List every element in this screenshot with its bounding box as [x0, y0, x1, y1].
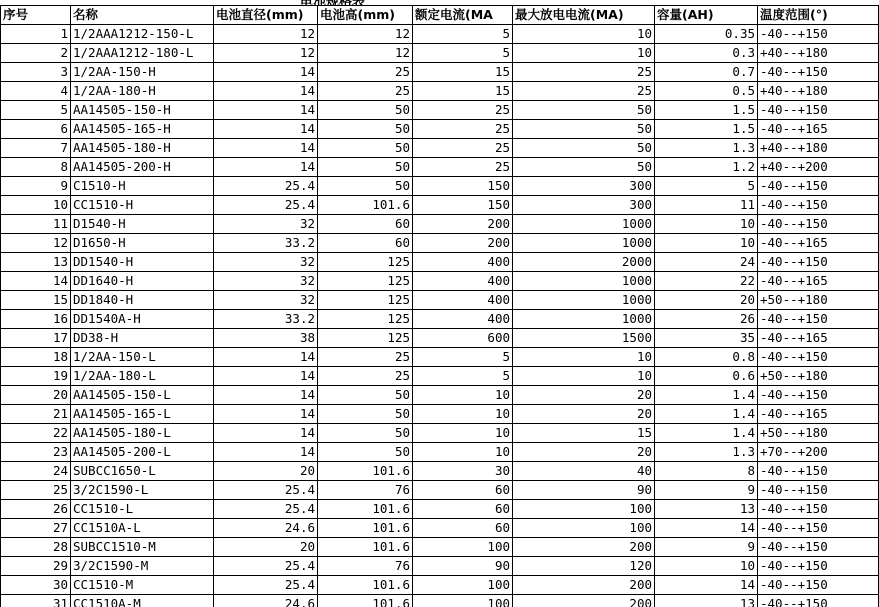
cell-capacity[interactable]: 1.4: [655, 405, 758, 424]
table-row: [1, 120, 879, 139]
cell-capacity[interactable]: 9: [655, 538, 758, 557]
cell-capacity[interactable]: 0.35: [655, 25, 758, 44]
table-row: [1, 44, 879, 63]
cell-name[interactable]: CC1510-L: [71, 500, 214, 519]
cell-name[interactable]: C1510-H: [71, 177, 214, 196]
cell-capacity[interactable]: 0.5: [655, 82, 758, 101]
cell-max-discharge[interactable]: 1000: [513, 310, 655, 329]
cell-height[interactable]: 101.6: [318, 500, 413, 519]
header-index[interactable]: 序号: [1, 6, 71, 25]
cell-name[interactable]: AA14505-150-L: [71, 386, 214, 405]
cell-capacity[interactable]: 0.6: [655, 367, 758, 386]
cell-rated-current[interactable]: 30: [413, 462, 513, 481]
cell-index[interactable]: 15: [1, 291, 71, 310]
cell-temperature[interactable]: -40--+150: [758, 462, 879, 481]
cell-max-discharge[interactable]: 10: [513, 44, 655, 63]
cell-rated-current[interactable]: 60: [413, 500, 513, 519]
cell-index[interactable]: 22: [1, 424, 71, 443]
cell-temperature[interactable]: -40--+150: [758, 310, 879, 329]
cell-index[interactable]: 4: [1, 82, 71, 101]
cell-name[interactable]: 1/2AA-150-L: [71, 348, 214, 367]
cell-temperature[interactable]: -40--+150: [758, 576, 879, 595]
cell-diameter[interactable]: 25.4: [214, 576, 318, 595]
cell-diameter[interactable]: 14: [214, 348, 318, 367]
cell-rated-current[interactable]: 90: [413, 557, 513, 576]
cell-rated-current[interactable]: 25: [413, 101, 513, 120]
cell-diameter[interactable]: 14: [214, 82, 318, 101]
cell-height[interactable]: 125: [318, 253, 413, 272]
cell-index[interactable]: 19: [1, 367, 71, 386]
table-row: [1, 386, 879, 405]
cell-height[interactable]: 50: [318, 386, 413, 405]
table-row: [1, 272, 879, 291]
cell-rated-current[interactable]: 600: [413, 329, 513, 348]
cell-rated-current[interactable]: 100: [413, 595, 513, 607]
cell-capacity[interactable]: 13: [655, 595, 758, 607]
cell-rated-current[interactable]: 150: [413, 196, 513, 215]
cell-index[interactable]: 29: [1, 557, 71, 576]
cell-capacity[interactable]: 10: [655, 234, 758, 253]
cell-index[interactable]: 7: [1, 139, 71, 158]
table-row: [1, 405, 879, 424]
cell-temperature[interactable]: -40--+150: [758, 177, 879, 196]
cell-rated-current[interactable]: 100: [413, 576, 513, 595]
cell-height[interactable]: 25: [318, 63, 413, 82]
cell-index[interactable]: 17: [1, 329, 71, 348]
header-max-discharge[interactable]: 最大放电电流(MA): [513, 6, 655, 25]
table-row: [1, 158, 879, 177]
cell-name[interactable]: AA14505-165-H: [71, 120, 214, 139]
cell-max-discharge[interactable]: 10: [513, 367, 655, 386]
cell-diameter[interactable]: 12: [214, 44, 318, 63]
cell-diameter[interactable]: 14: [214, 139, 318, 158]
cell-name[interactable]: DD1840-H: [71, 291, 214, 310]
cell-rated-current[interactable]: 5: [413, 367, 513, 386]
cell-diameter[interactable]: 24.6: [214, 519, 318, 538]
cell-temperature[interactable]: +50--+180: [758, 367, 879, 386]
cell-diameter[interactable]: 32: [214, 291, 318, 310]
cell-max-discharge[interactable]: 25: [513, 82, 655, 101]
cell-height[interactable]: 50: [318, 120, 413, 139]
cell-rated-current[interactable]: 200: [413, 215, 513, 234]
table-row: [1, 215, 879, 234]
cell-max-discharge[interactable]: 50: [513, 158, 655, 177]
cell-temperature[interactable]: -40--+150: [758, 481, 879, 500]
cell-name[interactable]: 3/2C1590-M: [71, 557, 214, 576]
cell-index[interactable]: 8: [1, 158, 71, 177]
cell-diameter[interactable]: 14: [214, 158, 318, 177]
cell-height[interactable]: 101.6: [318, 519, 413, 538]
cell-index[interactable]: 3: [1, 63, 71, 82]
cell-max-discharge[interactable]: 20: [513, 443, 655, 462]
cell-max-discharge[interactable]: 50: [513, 101, 655, 120]
table-row: [1, 139, 879, 158]
header-temperature[interactable]: 温度范围(°): [758, 6, 879, 25]
cell-max-discharge[interactable]: 1000: [513, 234, 655, 253]
cell-height[interactable]: 25: [318, 348, 413, 367]
cell-index[interactable]: 20: [1, 386, 71, 405]
cell-capacity[interactable]: 1.3: [655, 139, 758, 158]
cell-rated-current[interactable]: 5: [413, 25, 513, 44]
cell-capacity[interactable]: 5: [655, 177, 758, 196]
cell-index[interactable]: 27: [1, 519, 71, 538]
cell-diameter[interactable]: 14: [214, 63, 318, 82]
cell-height[interactable]: 12: [318, 25, 413, 44]
cell-temperature[interactable]: -40--+150: [758, 348, 879, 367]
cell-capacity[interactable]: 22: [655, 272, 758, 291]
cell-index[interactable]: 21: [1, 405, 71, 424]
cell-max-discharge[interactable]: 50: [513, 139, 655, 158]
cell-temperature[interactable]: +50--+180: [758, 424, 879, 443]
cell-capacity[interactable]: 8: [655, 462, 758, 481]
cell-max-discharge[interactable]: 100: [513, 519, 655, 538]
cell-height[interactable]: 101.6: [318, 576, 413, 595]
cell-name[interactable]: 1/2AA-180-H: [71, 82, 214, 101]
cell-height[interactable]: 50: [318, 405, 413, 424]
table-row: [1, 367, 879, 386]
cell-diameter[interactable]: 33.2: [214, 234, 318, 253]
cell-name[interactable]: 1/2AA-150-H: [71, 63, 214, 82]
header-diameter[interactable]: 电池直径(mm): [214, 6, 318, 25]
cell-diameter[interactable]: 14: [214, 120, 318, 139]
cell-diameter[interactable]: 14: [214, 386, 318, 405]
cell-temperature[interactable]: -40--+165: [758, 272, 879, 291]
table-row: [1, 310, 879, 329]
cell-name[interactable]: CC1510A-M: [71, 595, 214, 607]
cell-name[interactable]: DD1540-H: [71, 253, 214, 272]
cell-name[interactable]: CC1510A-L: [71, 519, 214, 538]
cell-name[interactable]: D1540-H: [71, 215, 214, 234]
cell-name[interactable]: 3/2C1590-L: [71, 481, 214, 500]
cell-rated-current[interactable]: 25: [413, 120, 513, 139]
cell-index[interactable]: 23: [1, 443, 71, 462]
table-row: [1, 234, 879, 253]
cell-rated-current[interactable]: 25: [413, 158, 513, 177]
cell-index[interactable]: 11: [1, 215, 71, 234]
cell-name[interactable]: AA14505-180-L: [71, 424, 214, 443]
cell-rated-current[interactable]: 5: [413, 44, 513, 63]
table-row: [1, 329, 879, 348]
cell-height[interactable]: 125: [318, 291, 413, 310]
cell-rated-current[interactable]: 60: [413, 519, 513, 538]
cell-height[interactable]: 76: [318, 557, 413, 576]
cell-temperature[interactable]: -40--+150: [758, 101, 879, 120]
table-row: [1, 25, 879, 44]
cell-diameter[interactable]: 14: [214, 367, 318, 386]
cell-capacity[interactable]: 24: [655, 253, 758, 272]
cell-index[interactable]: 13: [1, 253, 71, 272]
cell-capacity[interactable]: 0.8: [655, 348, 758, 367]
cell-temperature[interactable]: -40--+150: [758, 25, 879, 44]
cell-index[interactable]: 12: [1, 234, 71, 253]
cell-name[interactable]: SUBCC1510-M: [71, 538, 214, 557]
cell-name[interactable]: SUBCC1650-L: [71, 462, 214, 481]
cell-name[interactable]: DD38-H: [71, 329, 214, 348]
table-row: [1, 538, 879, 557]
table-row: [1, 500, 879, 519]
cell-index[interactable]: 14: [1, 272, 71, 291]
cell-max-discharge[interactable]: 2000: [513, 253, 655, 272]
cell-name[interactable]: 1/2AAA1212-180-L: [71, 44, 214, 63]
cell-height[interactable]: 25: [318, 367, 413, 386]
cell-capacity[interactable]: 26: [655, 310, 758, 329]
cell-capacity[interactable]: 20: [655, 291, 758, 310]
cell-capacity[interactable]: 1.4: [655, 424, 758, 443]
cell-max-discharge[interactable]: 25: [513, 63, 655, 82]
cell-capacity[interactable]: 14: [655, 519, 758, 538]
table-row: [1, 63, 879, 82]
cell-max-discharge[interactable]: 1000: [513, 291, 655, 310]
cell-diameter[interactable]: 24.6: [214, 595, 318, 607]
cell-diameter[interactable]: 25.4: [214, 557, 318, 576]
table-row: [1, 196, 879, 215]
cell-diameter[interactable]: 38: [214, 329, 318, 348]
cell-max-discharge[interactable]: 300: [513, 177, 655, 196]
cell-index[interactable]: 26: [1, 500, 71, 519]
cell-max-discharge[interactable]: 300: [513, 196, 655, 215]
table-row: [1, 424, 879, 443]
cell-rated-current[interactable]: 400: [413, 310, 513, 329]
cell-name[interactable]: AA14505-150-H: [71, 101, 214, 120]
cell-temperature[interactable]: +50--+180: [758, 291, 879, 310]
cell-max-discharge[interactable]: 200: [513, 595, 655, 607]
header-capacity[interactable]: 容量(AH): [655, 6, 758, 25]
cell-temperature[interactable]: +40--+200: [758, 158, 879, 177]
cell-max-discharge[interactable]: 200: [513, 576, 655, 595]
cell-name[interactable]: DD1540A-H: [71, 310, 214, 329]
cell-max-discharge[interactable]: 1000: [513, 272, 655, 291]
cell-temperature[interactable]: +40--+180: [758, 139, 879, 158]
table-row: [1, 291, 879, 310]
cell-rated-current[interactable]: 150: [413, 177, 513, 196]
cell-rated-current[interactable]: 10: [413, 386, 513, 405]
cell-temperature[interactable]: -40--+150: [758, 63, 879, 82]
cell-index[interactable]: 30: [1, 576, 71, 595]
cell-index[interactable]: 9: [1, 177, 71, 196]
cell-capacity[interactable]: 10: [655, 557, 758, 576]
cell-max-discharge[interactable]: 50: [513, 120, 655, 139]
cell-capacity[interactable]: 11: [655, 196, 758, 215]
cell-capacity[interactable]: 0.3: [655, 44, 758, 63]
cell-index[interactable]: 31: [1, 595, 71, 607]
cell-height[interactable]: 60: [318, 234, 413, 253]
cell-capacity[interactable]: 1.5: [655, 101, 758, 120]
cell-index[interactable]: 18: [1, 348, 71, 367]
table-row: [1, 519, 879, 538]
cell-index[interactable]: 5: [1, 101, 71, 120]
cell-capacity[interactable]: 0.7: [655, 63, 758, 82]
cell-capacity[interactable]: 9: [655, 481, 758, 500]
cell-name[interactable]: AA14505-200-H: [71, 158, 214, 177]
cell-index[interactable]: 28: [1, 538, 71, 557]
cell-capacity[interactable]: 1.3: [655, 443, 758, 462]
cell-height[interactable]: 101.6: [318, 595, 413, 607]
cell-temperature[interactable]: -40--+165: [758, 405, 879, 424]
cell-diameter[interactable]: 33.2: [214, 310, 318, 329]
cell-diameter[interactable]: 25.4: [214, 196, 318, 215]
table-row: [1, 348, 879, 367]
cell-rated-current[interactable]: 10: [413, 443, 513, 462]
cell-max-discharge[interactable]: 10: [513, 25, 655, 44]
header-row: [1, 6, 879, 25]
cell-temperature[interactable]: -40--+165: [758, 329, 879, 348]
cell-rated-current[interactable]: 25: [413, 139, 513, 158]
cell-max-discharge[interactable]: 20: [513, 405, 655, 424]
cell-index[interactable]: 6: [1, 120, 71, 139]
table-row: [1, 253, 879, 272]
cell-max-discharge[interactable]: 100: [513, 500, 655, 519]
cell-height[interactable]: 50: [318, 139, 413, 158]
cell-name[interactable]: D1650-H: [71, 234, 214, 253]
cell-capacity[interactable]: 1.2: [655, 158, 758, 177]
cell-temperature[interactable]: +70--+200: [758, 443, 879, 462]
cell-max-discharge[interactable]: 1000: [513, 215, 655, 234]
table-row: [1, 177, 879, 196]
cell-index[interactable]: 10: [1, 196, 71, 215]
cell-temperature[interactable]: -40--+165: [758, 234, 879, 253]
cell-name[interactable]: 1/2AA-180-L: [71, 367, 214, 386]
cell-index[interactable]: 24: [1, 462, 71, 481]
cell-temperature[interactable]: -40--+150: [758, 196, 879, 215]
table-row: [1, 443, 879, 462]
table-row: [1, 576, 879, 595]
table-row: [1, 481, 879, 500]
cell-temperature[interactable]: -40--+165: [758, 120, 879, 139]
cell-diameter[interactable]: 12: [214, 25, 318, 44]
cell-height[interactable]: 50: [318, 177, 413, 196]
cell-temperature[interactable]: -40--+150: [758, 386, 879, 405]
cell-name[interactable]: CC1510-M: [71, 576, 214, 595]
cell-diameter[interactable]: 25.4: [214, 500, 318, 519]
cell-diameter[interactable]: 14: [214, 424, 318, 443]
cell-diameter[interactable]: 25.4: [214, 177, 318, 196]
cell-height[interactable]: 50: [318, 443, 413, 462]
cell-height[interactable]: 50: [318, 158, 413, 177]
cell-diameter[interactable]: 32: [214, 215, 318, 234]
cell-max-discharge[interactable]: 90: [513, 481, 655, 500]
cell-height[interactable]: 101.6: [318, 196, 413, 215]
cell-index[interactable]: 2: [1, 44, 71, 63]
cell-index[interactable]: 16: [1, 310, 71, 329]
cell-diameter[interactable]: 32: [214, 272, 318, 291]
cell-temperature[interactable]: -40--+150: [758, 538, 879, 557]
cell-rated-current[interactable]: 15: [413, 63, 513, 82]
cell-temperature[interactable]: -40--+150: [758, 519, 879, 538]
cell-height[interactable]: 101.6: [318, 538, 413, 557]
cell-capacity[interactable]: 13: [655, 500, 758, 519]
cell-diameter[interactable]: 20: [214, 462, 318, 481]
cell-temperature[interactable]: -40--+150: [758, 500, 879, 519]
cell-temperature[interactable]: +40--+180: [758, 82, 879, 101]
cell-diameter[interactable]: 14: [214, 443, 318, 462]
header-name[interactable]: 名称: [71, 6, 214, 25]
cell-height[interactable]: 101.6: [318, 462, 413, 481]
cell-height[interactable]: 125: [318, 329, 413, 348]
table-row: [1, 462, 879, 481]
cell-name[interactable]: AA14505-180-H: [71, 139, 214, 158]
cell-name[interactable]: AA14505-200-L: [71, 443, 214, 462]
cell-temperature[interactable]: +40--+180: [758, 44, 879, 63]
cell-temperature[interactable]: -40--+150: [758, 557, 879, 576]
cell-index[interactable]: 25: [1, 481, 71, 500]
table-row: [1, 82, 879, 101]
cell-capacity[interactable]: 14: [655, 576, 758, 595]
cell-rated-current[interactable]: 15: [413, 82, 513, 101]
cell-temperature[interactable]: -40--+150: [758, 253, 879, 272]
cell-diameter[interactable]: 14: [214, 101, 318, 120]
cell-rated-current[interactable]: 400: [413, 272, 513, 291]
table-row: [1, 595, 879, 607]
cell-capacity[interactable]: 1.5: [655, 120, 758, 139]
header-height[interactable]: 电池高(mm): [318, 6, 413, 25]
cell-height[interactable]: 76: [318, 481, 413, 500]
cell-rated-current[interactable]: 5: [413, 348, 513, 367]
cell-name[interactable]: CC1510-H: [71, 196, 214, 215]
cell-height[interactable]: 125: [318, 272, 413, 291]
cell-max-discharge[interactable]: 15: [513, 424, 655, 443]
cell-capacity[interactable]: 35: [655, 329, 758, 348]
cell-height[interactable]: 125: [318, 310, 413, 329]
battery-spec-table: [0, 5, 879, 607]
cell-max-discharge[interactable]: 10: [513, 348, 655, 367]
cell-height[interactable]: 12: [318, 44, 413, 63]
cell-name[interactable]: AA14505-165-L: [71, 405, 214, 424]
cell-height[interactable]: 50: [318, 424, 413, 443]
cell-diameter[interactable]: 14: [214, 405, 318, 424]
table-row: [1, 557, 879, 576]
cell-max-discharge[interactable]: 1500: [513, 329, 655, 348]
cell-diameter[interactable]: 25.4: [214, 481, 318, 500]
cell-height[interactable]: 60: [318, 215, 413, 234]
cell-temperature[interactable]: -40--+150: [758, 215, 879, 234]
cell-capacity[interactable]: 10: [655, 215, 758, 234]
cell-rated-current[interactable]: 200: [413, 234, 513, 253]
cell-height[interactable]: 25: [318, 82, 413, 101]
cell-name[interactable]: 1/2AAA1212-150-L: [71, 25, 214, 44]
header-rated-current[interactable]: 额定电流(MA: [413, 6, 513, 25]
cell-diameter[interactable]: 20: [214, 538, 318, 557]
cell-max-discharge[interactable]: 200: [513, 538, 655, 557]
cell-diameter[interactable]: 32: [214, 253, 318, 272]
table-row: [1, 101, 879, 120]
cell-rated-current[interactable]: 400: [413, 291, 513, 310]
cell-rated-current[interactable]: 60: [413, 481, 513, 500]
cell-max-discharge[interactable]: 40: [513, 462, 655, 481]
cell-max-discharge[interactable]: 120: [513, 557, 655, 576]
cell-rated-current[interactable]: 100: [413, 538, 513, 557]
cell-height[interactable]: 50: [318, 101, 413, 120]
cell-name[interactable]: DD1640-H: [71, 272, 214, 291]
cell-rated-current[interactable]: 400: [413, 253, 513, 272]
cell-capacity[interactable]: 1.4: [655, 386, 758, 405]
cell-max-discharge[interactable]: 20: [513, 386, 655, 405]
cell-temperature[interactable]: -40--+150: [758, 595, 879, 607]
cell-rated-current[interactable]: 10: [413, 424, 513, 443]
cell-rated-current[interactable]: 10: [413, 405, 513, 424]
cell-index[interactable]: 1: [1, 25, 71, 44]
